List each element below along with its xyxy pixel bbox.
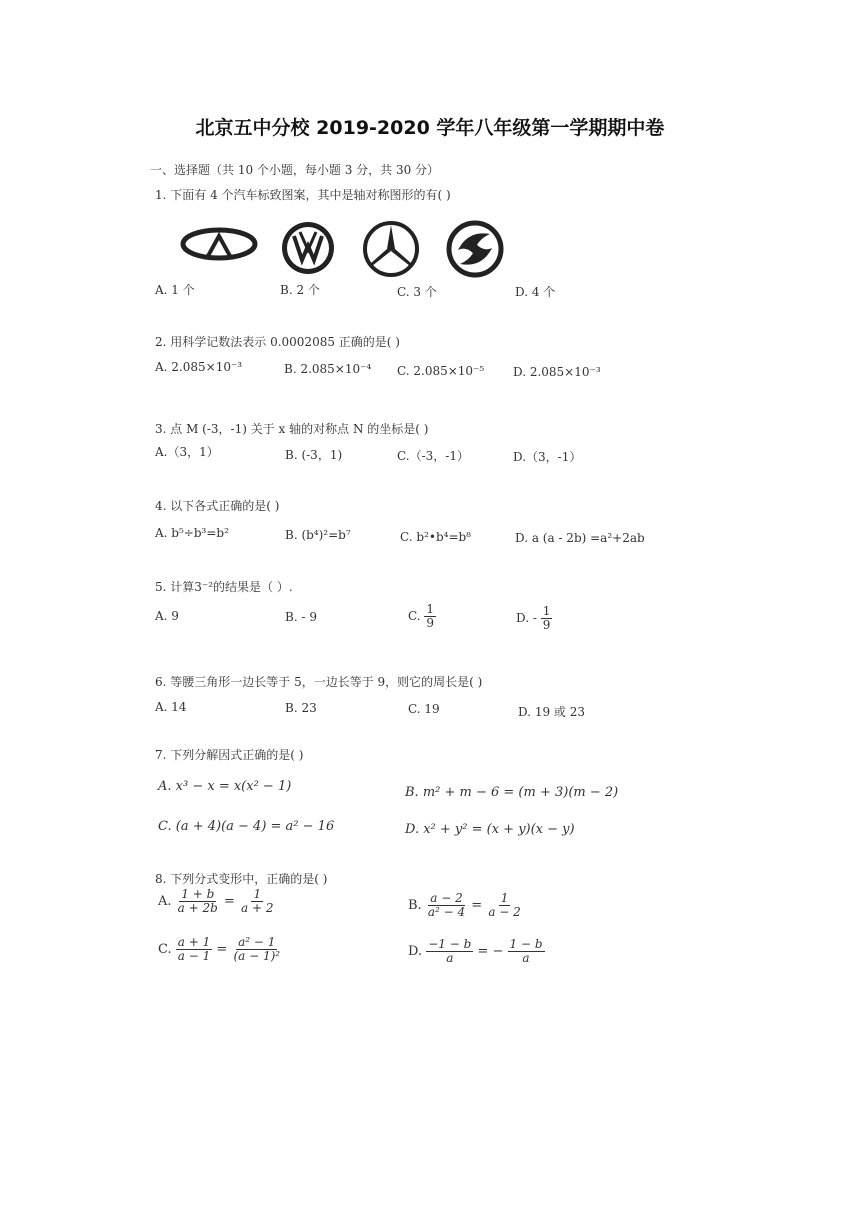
- q1-option-b: B. 2 个: [280, 283, 320, 297]
- q3-stem: 3. 点 M (-3，-1) 关于 x 轴的对称点 N 的坐标是( ): [155, 422, 429, 436]
- q8-c-fraction-right: [231, 936, 282, 963]
- q2-option-d: D. 2.085×10⁻³: [513, 365, 601, 379]
- q5-option-a: A. 9: [155, 609, 179, 623]
- q8-d-fraction-left: [426, 938, 473, 965]
- q5-option-c: [408, 603, 436, 630]
- q7-stem: 7. 下列分解因式正确的是( ): [155, 748, 304, 762]
- q8-d-den-right: a: [522, 951, 530, 966]
- mercedes-logo: [362, 220, 420, 278]
- q5-option-d: [516, 605, 552, 632]
- volkswagen-logo: [280, 220, 336, 276]
- q3-option-b: B. (-3，1): [285, 448, 343, 462]
- q8-a-label: A.: [158, 894, 172, 910]
- q5-c-denominator: 9: [426, 616, 435, 631]
- q8-b-fraction-left: [426, 892, 467, 919]
- q8-c-den-right: (a − 1)²: [233, 949, 281, 964]
- q8-d-num-right: 1 − b: [509, 937, 543, 951]
- equals-sign: =: [223, 894, 235, 910]
- q5-d-denominator: 9: [542, 618, 551, 633]
- q7-option-c: C. (a + 4)(a − 4) = a² − 16: [158, 819, 335, 834]
- q5-d-numerator: 1: [542, 604, 551, 618]
- q2-option-c: C. 2.085×10⁻⁵: [397, 364, 485, 378]
- q4-option-b: B. (b⁴)²=b⁷: [285, 528, 351, 542]
- q8-b-num-right: 1: [500, 891, 509, 905]
- q6-option-c: C. 19: [408, 702, 440, 716]
- q3-option-c: C.（-3，-1）: [397, 449, 469, 463]
- q8-option-d: [408, 938, 545, 965]
- q4-option-a: A. b⁵÷b³=b²: [155, 526, 229, 540]
- equals-minus-sign: = −: [477, 944, 504, 960]
- q5-c-fraction: [424, 603, 436, 630]
- q4-stem: 4. 以下各式正确的是( ): [155, 499, 280, 513]
- q7-option-d: D. x² + y² = (x + y)(x − y): [405, 822, 575, 837]
- q8-d-label: D.: [408, 944, 423, 960]
- q2-option-b: B. 2.085×10⁻⁴: [284, 362, 372, 376]
- q5-c-numerator: 1: [426, 602, 435, 616]
- q8-c-fraction-left: [176, 936, 212, 963]
- q2-option-a: A. 2.085×10⁻³: [155, 360, 243, 374]
- q8-b-den-left: a² − 4: [427, 905, 466, 920]
- q8-a-num-right: 1: [253, 887, 262, 901]
- q8-option-a: [158, 888, 276, 915]
- q1-option-d: D. 4 个: [515, 285, 556, 299]
- q6-stem: 6. 等腰三角形一边长等于 5，一边长等于 9，则它的周长是( ): [155, 675, 483, 689]
- q6-option-a: A. 14: [155, 700, 187, 714]
- q8-a-fraction-right: [239, 888, 275, 915]
- q5-option-b: B. - 9: [285, 610, 317, 624]
- dongfeng-logo: [446, 220, 504, 278]
- q6-option-d: D. 19 或 23: [518, 705, 585, 719]
- q8-d-fraction-right: [508, 938, 545, 965]
- q8-stem: 8. 下列分式变形中，正确的是( ): [155, 872, 328, 886]
- q2-stem: 2. 用科学记数法表示 0.0002085 正确的是( ): [155, 335, 400, 349]
- q8-b-den-right: a − 2: [488, 905, 521, 920]
- q4-option-d: D. a (a - 2b) =a²+2ab: [515, 531, 645, 545]
- q8-a-den-right: a + 2: [241, 901, 274, 916]
- q8-c-label: C.: [158, 942, 172, 958]
- q8-d-den-left: a: [446, 951, 454, 966]
- q3-option-a: A.（3，1）: [155, 445, 219, 459]
- q8-a-num-left: 1 + b: [181, 887, 215, 901]
- q5-c-label: C.: [408, 609, 421, 624]
- q7-option-b: B. m² + m − 6 = (m + 3)(m − 2): [405, 785, 619, 800]
- q8-a-fraction-left: [176, 888, 220, 915]
- q7-option-a: A. x³ − x = x(x² − 1): [158, 779, 292, 794]
- q1-option-a: A. 1 个: [155, 283, 195, 297]
- exam-title: 北京五中分校 2019-2020 学年八年级第一学期期中卷: [195, 117, 665, 139]
- q8-c-num-left: a + 1: [177, 935, 211, 949]
- q8-d-num-left: −1 − b: [428, 937, 472, 951]
- q8-c-den-left: a − 1: [177, 949, 211, 964]
- q1-stem: 1. 下面有 4 个汽车标致图案，其中是轴对称图形的有( ): [155, 188, 451, 202]
- section-heading: 一、选择题（共 10 个小题，每小题 3 分，共 30 分）: [150, 163, 440, 177]
- q8-b-num-left: a − 2: [430, 891, 463, 905]
- q5-d-label: D. -: [516, 611, 537, 626]
- q8-option-c: [158, 936, 282, 963]
- q3-option-d: D.（3，-1）: [513, 450, 582, 464]
- q8-a-den-left: a + 2b: [177, 901, 218, 916]
- q1-option-c: C. 3 个: [397, 285, 437, 299]
- q5-stem: 5. 计算3⁻²的结果是（ ）.: [155, 580, 293, 594]
- equals-sign: =: [471, 898, 483, 914]
- q6-option-b: B. 23: [285, 701, 317, 715]
- q8-b-label: B.: [408, 898, 422, 914]
- q8-b-fraction-right: [486, 892, 522, 919]
- infiniti-logo: [180, 226, 258, 262]
- q8-c-num-right: a² − 1: [238, 935, 276, 949]
- q8-option-b: [408, 892, 523, 919]
- equals-sign: =: [216, 942, 228, 958]
- q4-option-c: C. b²•b⁴=b⁸: [400, 530, 471, 544]
- q5-d-fraction: [541, 605, 553, 632]
